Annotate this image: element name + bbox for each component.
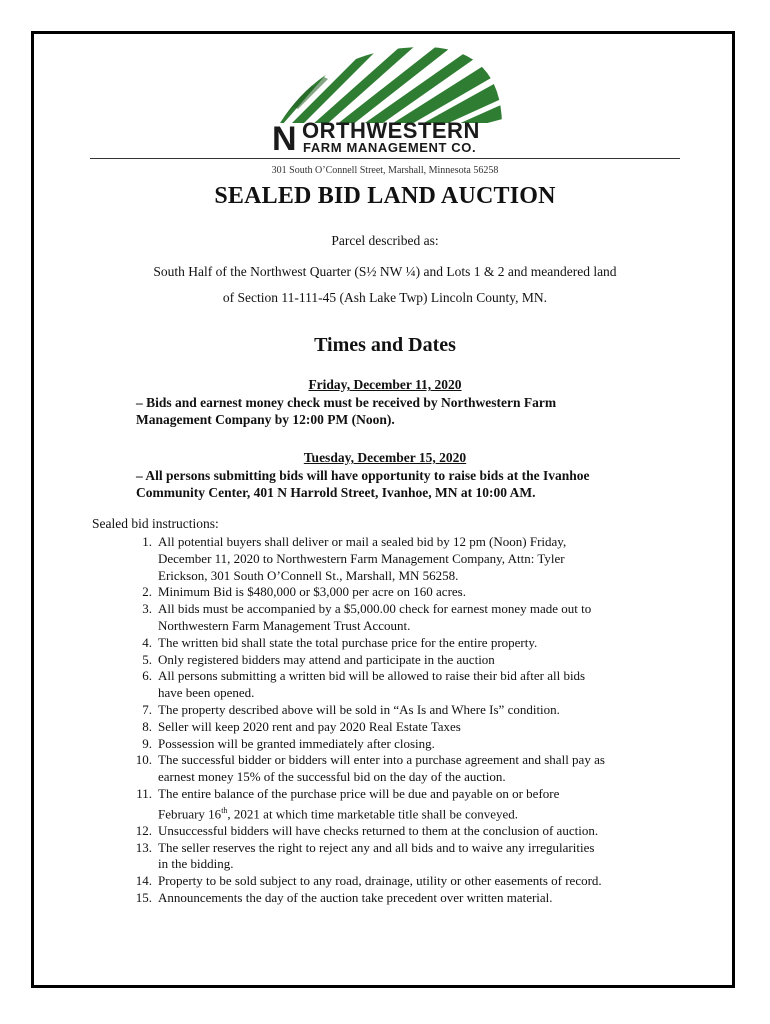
instruction-line: earnest money 15% of the successful bid on the day of the auction.: [158, 769, 506, 785]
event-1-line-1: – Bids and earnest money check must be received by Northwestern Farm: [136, 395, 557, 410]
instruction-number: 14.: [135, 873, 152, 889]
instruction-line: All persons submitting a written bid will be allowed to raise their bid after all bids: [158, 668, 586, 684]
instruction-line: The successful bidder or bidders will enter into a purchase agreement and shall pay as: [158, 752, 605, 768]
instruction-line: Property to be sold subject to any road, drainage, utility or other easements of record.: [158, 873, 602, 889]
instruction-line: Unsuccessful bidders will have checks returned to them at the conclusion of auction.: [158, 822, 599, 838]
instruction-item: [130, 752, 690, 786]
event-description-1: [136, 394, 636, 428]
ordinal-suffix: th: [221, 805, 228, 815]
instruction-item: [130, 736, 690, 753]
instruction-line: All potential buyers shall deliver or mail a sealed bid by 12 pm (Noon) Friday,: [158, 534, 567, 549]
instruction-line: The written bid shall state the total purchase price for the entire property.: [158, 634, 538, 650]
event-date-2: Tuesday, December 15, 2020: [303, 450, 467, 465]
instruction-line: Erickson, 301 South O’Connell St., Marshall, MN 56258.: [158, 567, 459, 583]
instruction-line: The property described above will be sold in “As Is and Where Is” condition.: [158, 701, 560, 717]
instruction-item: [130, 890, 690, 907]
event-2-line-2: Community Center, 401 N Harrold Street, Ivanhoe, MN at 10:00 AM.: [136, 485, 536, 500]
instruction-text: February 16: [158, 806, 222, 822]
instruction-number: 7.: [142, 701, 152, 717]
header-rule: [90, 158, 680, 159]
instruction-number: 2.: [142, 584, 152, 600]
instruction-item: [130, 584, 690, 601]
instruction-number: 13.: [135, 839, 152, 855]
instruction-number: 8.: [142, 718, 152, 734]
instruction-item: [130, 601, 690, 635]
parcel-description-line-2: of Section 11-111-45 (Ash Lake Twp) Lincoln County, MN.: [222, 290, 548, 305]
instruction-item: [130, 719, 690, 736]
instructions-list: [130, 534, 690, 907]
instruction-number: 12.: [135, 822, 152, 838]
instruction-text: , 2021 at which time marketable title shall be conveyed.: [227, 806, 519, 822]
instruction-item: [130, 534, 690, 584]
times-dates-heading: Times and Dates: [314, 334, 456, 356]
instruction-line: Minimum Bid is $480,000 or $3,000 per acre on 160 acres.: [158, 584, 466, 600]
event-2-line-1: – All persons submitting bids will have opportunity to raise bids at the Ivanhoe: [136, 468, 590, 483]
instruction-number: 11.: [136, 785, 152, 801]
instruction-item: [130, 786, 690, 823]
instruction-number: 1.: [142, 534, 152, 549]
company-address: 301 South O’Connell Street, Marshall, Minnesota 56258: [271, 165, 499, 176]
instructions-label: Sealed bid instructions:: [92, 516, 219, 531]
instruction-line: Only registered bidders may attend and participate in the auction: [158, 651, 495, 667]
document-title: SEALED BID LAND AUCTION: [214, 183, 556, 209]
event-description-2: [136, 467, 636, 501]
instruction-line: in the bidding.: [158, 856, 234, 872]
instruction-number: 10.: [135, 752, 152, 768]
farm-field-logo-icon: [270, 45, 510, 125]
instruction-number: 4.: [142, 634, 152, 650]
instruction-item: [130, 635, 690, 652]
event-1-line-2: Management Company by 12:00 PM (Noon).: [136, 412, 395, 427]
instruction-item: [130, 840, 690, 874]
instruction-number: 3.: [142, 601, 152, 617]
instruction-line: [158, 803, 690, 823]
instruction-item: [130, 702, 690, 719]
instruction-line: The seller reserves the right to reject any and all bids and to waive any irregularities: [158, 839, 595, 855]
instruction-line: Possession will be granted immediately after closing.: [158, 735, 435, 751]
instruction-number: 5.: [142, 651, 152, 667]
instruction-number: 15.: [135, 890, 152, 906]
instruction-line: Northwestern Farm Management Trust Account.: [158, 617, 411, 633]
instruction-line: All bids must be accompanied by a $5,000.00 check for earnest money made out to: [158, 601, 592, 617]
instruction-number: 9.: [142, 735, 152, 751]
instruction-item: [130, 823, 690, 840]
instruction-line: have been opened.: [158, 685, 255, 701]
instruction-item: [130, 668, 690, 702]
instruction-item: [130, 873, 690, 890]
instruction-number: 6.: [142, 668, 152, 684]
instruction-item: [130, 652, 690, 669]
parcel-intro: Parcel described as:: [331, 233, 439, 248]
company-subtitle: FARM MANAGEMENT CO.: [303, 140, 477, 155]
instruction-line: December 11, 2020 to Northwestern Farm Management Company, Attn: Tyler: [158, 550, 565, 566]
event-date-1: Friday, December 11, 2020: [308, 377, 462, 392]
instruction-line: Announcements the day of the auction take precedent over written material.: [158, 890, 553, 906]
company-name-rest: ORTHWESTERN: [302, 118, 480, 143]
parcel-description-line-1: South Half of the Northwest Quarter (S½ NW ¼) and Lots 1 & 2 and meandered land: [153, 264, 617, 279]
company-name-initial: N: [272, 120, 298, 158]
instruction-line: Seller will keep 2020 rent and pay 2020 Real Estate Taxes: [158, 718, 461, 734]
instruction-line: The entire balance of the purchase price will be due and payable on or before: [158, 785, 560, 801]
